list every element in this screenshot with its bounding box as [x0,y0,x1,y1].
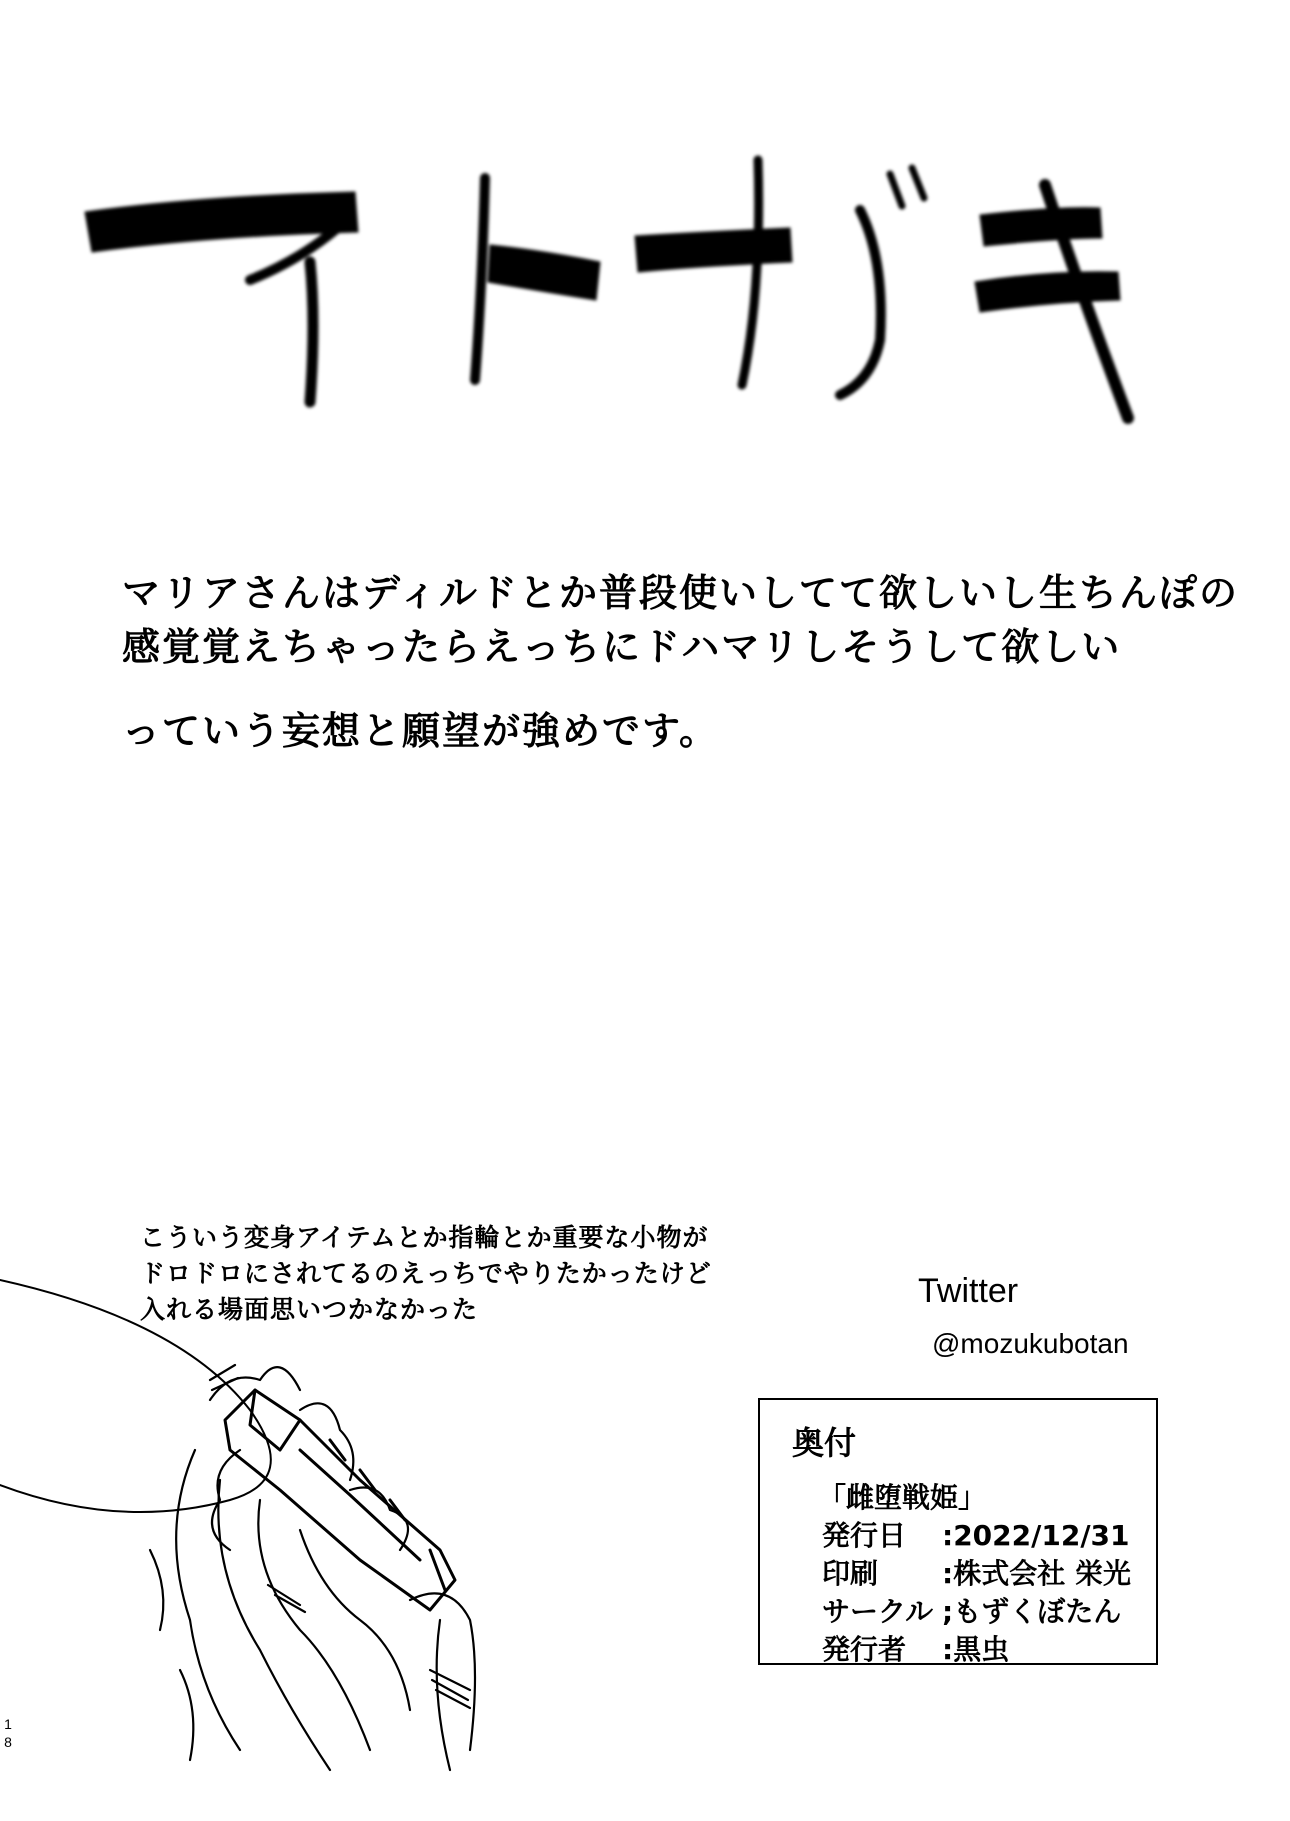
colophon-row-date [822,1514,1130,1554]
twitter-handle[interactable]: @mozukubotan [932,1328,1129,1359]
body-line-3: っていう妄想と願望が強めです。 [122,709,719,753]
caption-line-1: こういう変身アイテムとか指輪とか重要な小物が [140,1223,709,1252]
colophon-row-publisher [822,1628,1009,1668]
twitter-label: Twitter [918,1272,1019,1310]
body-line-1: マリアさんはディルドとか普段使いしてて欲しいし生ちんぽの [122,571,1239,615]
colophon-value: ;もずくぼたん [942,1595,1122,1628]
caption-line-2: ドロドロにされてるのえっちでやりたかったけど [140,1259,712,1288]
body-line-2: 感覚覚えちゃったらえっちにドハマリしそうして欲しい [122,625,1122,669]
colophon-row-circle [822,1590,1121,1630]
colophon-key: 発行者 [822,1633,907,1666]
colophon-book-title: 「雌堕戦姫」 [818,1481,987,1514]
colophon-value: :株式会社 栄光 [942,1557,1131,1590]
colophon-box [758,1398,1158,1665]
colophon-row-printer [822,1552,1131,1592]
colophon-value: :黒虫 [942,1633,1010,1666]
page-number [2,1715,14,1751]
colophon-value: :2022/12/31 [942,1519,1130,1552]
colophon-key: 印刷 [822,1557,879,1590]
heading-brush-lettering [0,0,1290,470]
page-number-digit: 1 [4,1716,12,1732]
page-number-digit: 8 [4,1734,12,1750]
colophon-key: サークル [822,1595,934,1628]
colophon-title: 奥付 [792,1424,857,1462]
item-sketch-illustration [0,1150,560,1821]
colophon-key: 発行日 [822,1519,907,1552]
caption-line-3: 入れる場面思いつかなかった [140,1295,479,1324]
